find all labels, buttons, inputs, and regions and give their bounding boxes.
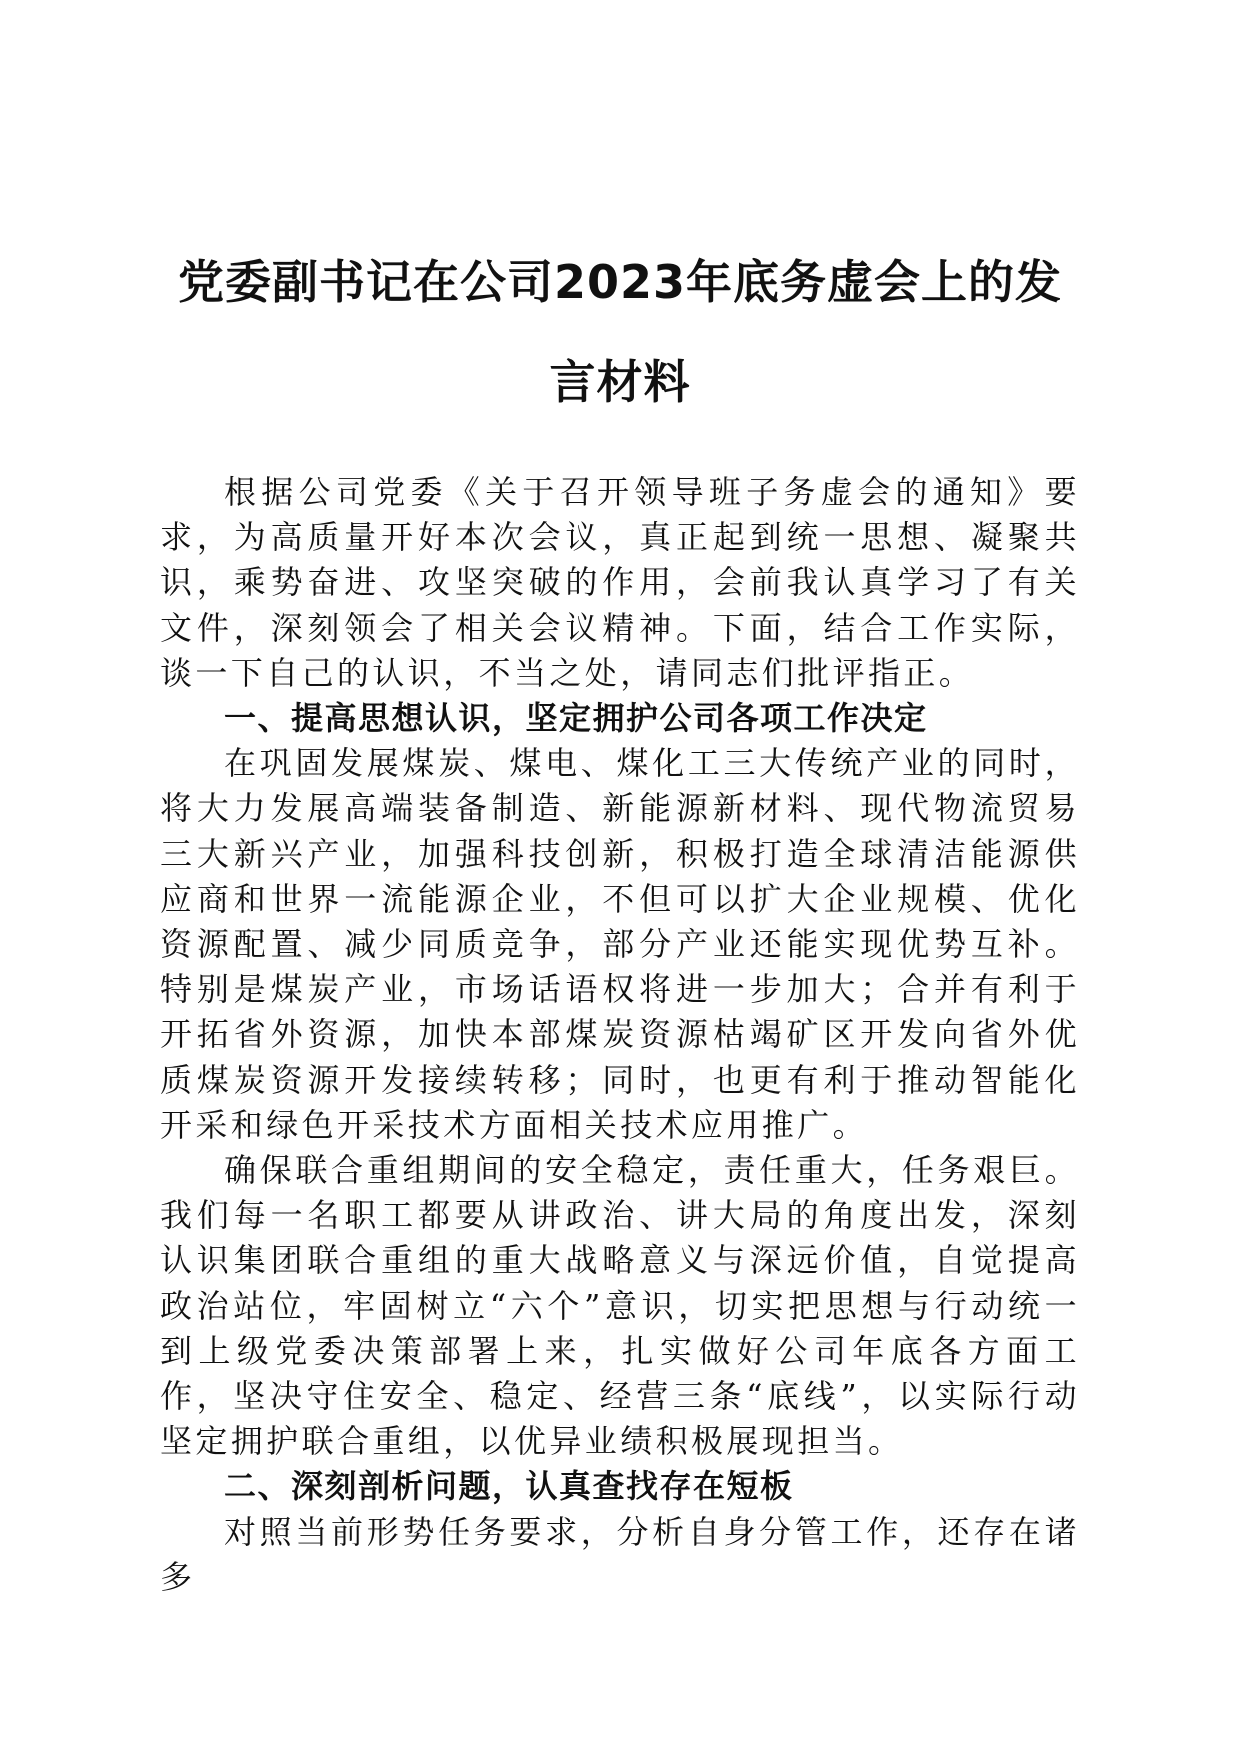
intro-paragraph: 根据公司党委《关于召开领导班子务虚会的通知》要求，为高质量开好本次会议，真正起到统一思想、凝聚共识，乘势奋进、攻坚突破的作用，会前我认真学习了有关文件，深刻领会了相关会议精神。下面，结合工作实际，谈一下自己的认识，不当之处，请同志们批评指正。 [160, 473, 1080, 692]
body-paragraph: 对照当前形势任务要求，分析自身分管工作，还存在诸多 [160, 1512, 1080, 1596]
document-title: 党委副书记在公司2023年底务虚会上的发言材料 [177, 255, 1063, 409]
section-heading-2: 二、深刻剖析问题，认真查找存在短板 [224, 1467, 794, 1506]
body-paragraph: 在巩固发展煤炭、煤电、煤化工三大传统产业的同时，将大力发展高端装备制造、新能源新材料、现代物流贸易三大新兴产业，加强科技创新，积极打造全球清洁能源供应商和世界一流能源企业，不但可以扩大企业规模、优化资源配置、减少同质竞争，部分产业还能实现优势互补。特别是煤炭产业，市场话语权将进一步加大；合并有利于开拓省外资源，加快本部煤炭资源枯竭矿区开发向省外优质煤炭资源开发接续转移；同时，也更有利于推动智能化开采和绿色开采技术方面相关技术应用推广。 [160, 744, 1080, 1144]
document-body [160, 470, 1080, 1600]
body-paragraph: 确保联合重组期间的安全稳定，责任重大，任务艰巨。我们每一名职工都要从讲政治、讲大局的角度出发，深刻认识集团联合重组的重大战略意义与深远价值，自觉提高政治站位，牢固树立“六个”意识，切实把思想与行动统一到上级党委决策部署上来，扎实做好公司年底各方面工作，坚决守住安全、稳定、经营三条“底线”，以实际行动坚定拥护联合重组，以优异业绩积极展现担当。 [160, 1151, 1080, 1461]
section-heading-1: 一、提高思想认识，坚定拥护公司各项工作决定 [224, 699, 928, 738]
